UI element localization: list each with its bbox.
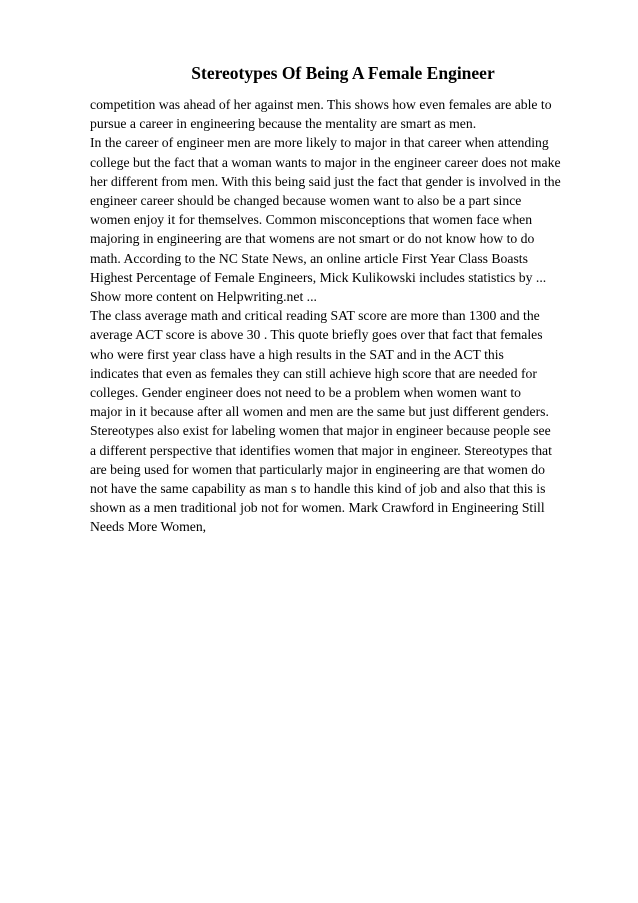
text-line: indicates that even as females they can still achieve high score that are needed for (90, 365, 537, 381)
show-more-line: Show more content on Helpwriting.net ... (90, 289, 317, 305)
text-line: pursue a career in engineering because the mentality are smart as men. (90, 116, 477, 132)
text-line: are being used for women that particularly major in engineering are that women do (90, 461, 545, 477)
text-line: competition was ahead of her against men. This shows how even females are able to (90, 97, 552, 112)
text-line: engineer career should be changed because women want to also be a part since (90, 193, 522, 209)
text-line: major in it because after all women and men are the same but just different genders. (90, 404, 549, 420)
text-line: majoring in engineering are that womens are not smart or do not know how to do (90, 231, 535, 247)
text-line: math. According to the NC State News, an online article First Year Class Boasts (90, 250, 528, 266)
text-line: women enjoy it for themselves. Common misconceptions that women face when (90, 212, 533, 228)
text-line: who were first year class have a high results in the SAT and in the ACT this (90, 346, 504, 362)
text-line: Highest Percentage of Female Engineers, Mick Kulikowski includes statistics by ... (90, 269, 547, 285)
text-line: not have the same capability as man s to handle this kind of job and also that this is (90, 481, 546, 497)
body-text (90, 95, 600, 537)
text-line: colleges. Gender engineer does not need to be a problem when women want to (90, 385, 522, 401)
text-line: In the career of engineer men are more likely to major in that career when attending (90, 135, 549, 151)
text-line: Needs More Women, (90, 519, 207, 535)
text-line: Stereotypes also exist for labeling women that major in engineer because people see (90, 423, 551, 439)
text-line: The class average math and critical reading SAT score are more than 1300 and the (90, 308, 540, 324)
text-line: average ACT score is above 30 . This quote briefly goes over that fact that females (90, 327, 543, 343)
page-title: Stereotypes Of Being A Female Engineer (191, 63, 495, 83)
text-line: shown as a men traditional job not for women. Mark Crawford in Engineering Still (90, 500, 545, 516)
text-line: a different perspective that identifies women that major in engineer. Stereotypes that (90, 442, 552, 458)
text-line: college but the fact that a woman wants to major in the engineer career does not make (90, 154, 561, 170)
text-line: her different from men. With this being said just the fact that gender is involved in the (90, 173, 561, 189)
